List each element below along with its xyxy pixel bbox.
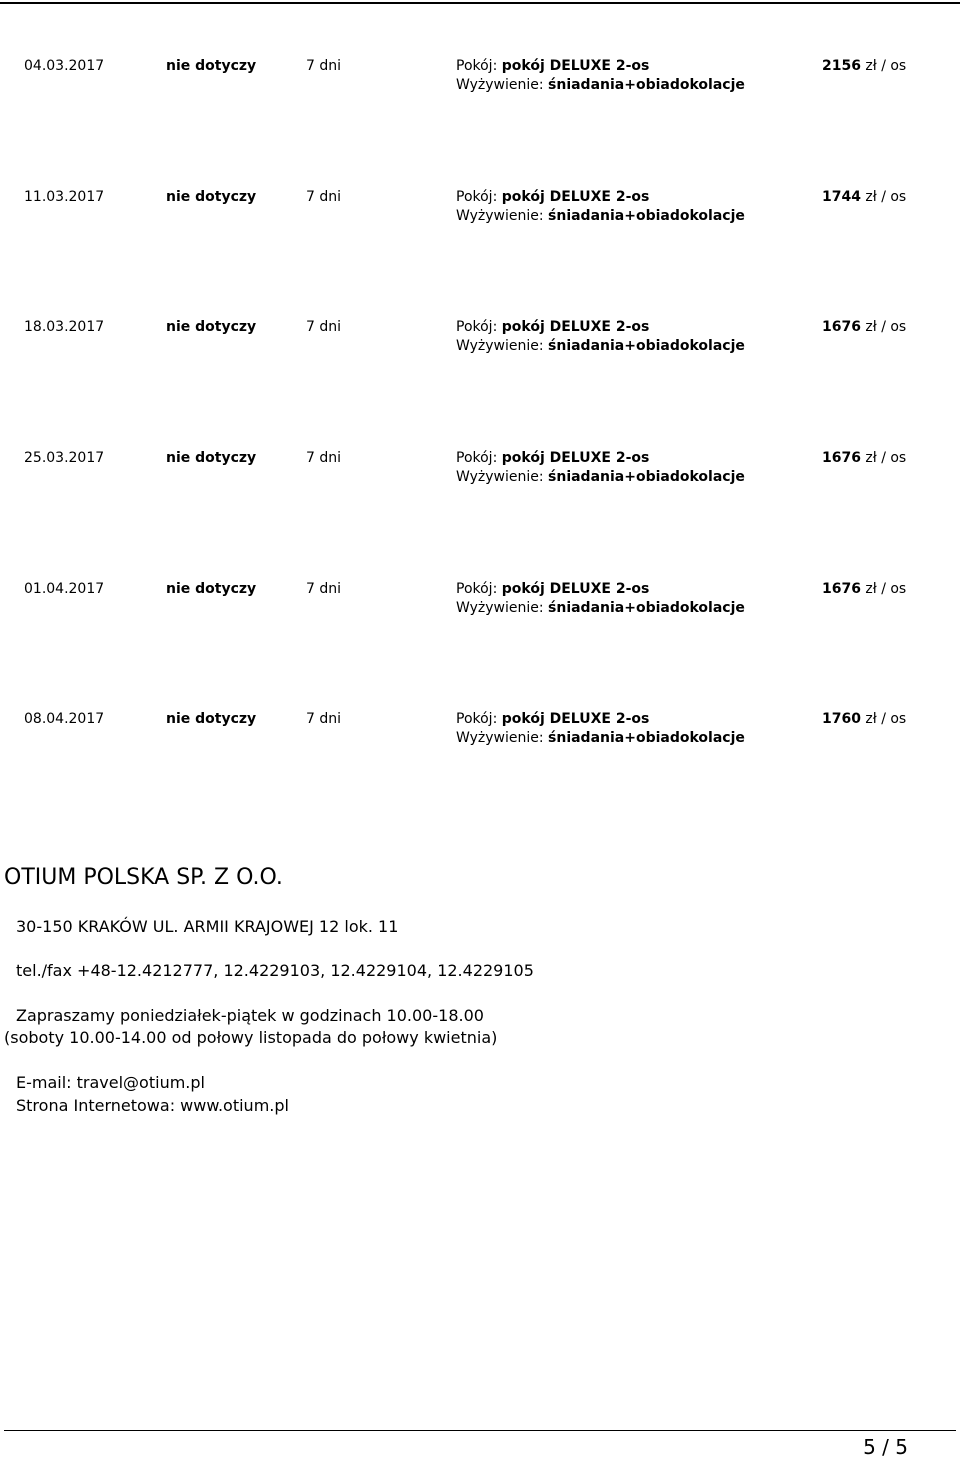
offer-details [456, 710, 745, 748]
board-type: śniadania+obiadokolacje [548, 208, 745, 224]
board-label: Wyżywienie: [456, 730, 544, 746]
price-value: 1676 [822, 581, 861, 597]
board-label: Wyżywienie: [456, 338, 544, 354]
offer-flight: nie dotyczy [166, 319, 257, 335]
offer-duration: 7 dni [306, 58, 342, 74]
board-label: Wyżywienie: [456, 600, 544, 616]
board-type: śniadania+obiadokolacje [548, 338, 745, 354]
room-label: Pokój: [456, 450, 498, 466]
offer-duration: 7 dni [306, 450, 342, 466]
board-type: śniadania+obiadokolacje [548, 77, 745, 93]
board-label: Wyżywienie: [456, 208, 544, 224]
offer-details [456, 580, 745, 618]
offer-row [0, 57, 960, 101]
price-unit: zł / os [865, 581, 907, 597]
offer-price [822, 318, 906, 337]
offer-date: 11.03.2017 [24, 189, 105, 205]
offer-details [456, 318, 745, 356]
company-name: OTIUM POLSKA SP. Z O.O. [4, 865, 283, 890]
room-type: pokój DELUXE 2-os [501, 189, 650, 205]
room-label: Pokój: [456, 711, 498, 727]
board-type: śniadania+obiadokolacje [548, 469, 745, 485]
price-value: 1760 [822, 711, 861, 727]
top-rule [0, 2, 960, 4]
price-unit: zł / os [865, 711, 907, 727]
room-label: Pokój: [456, 319, 498, 335]
offer-duration: 7 dni [306, 581, 342, 597]
price-value: 1676 [822, 319, 861, 335]
offer-row [0, 449, 960, 493]
opening-hours: Zapraszamy poniedziałek-piątek w godzinach 10.00-18.00 [16, 1006, 484, 1025]
offer-duration: 7 dni [306, 319, 342, 335]
offer-row [0, 580, 960, 624]
offer-row [0, 318, 960, 362]
offer-date: 25.03.2017 [24, 450, 105, 466]
footer-rule [4, 1430, 956, 1431]
offer-flight: nie dotyczy [166, 450, 257, 466]
room-type: pokój DELUXE 2-os [501, 711, 650, 727]
price-unit: zł / os [865, 58, 907, 74]
offer-details [456, 57, 745, 95]
offer-flight: nie dotyczy [166, 711, 257, 727]
offer-duration: 7 dni [306, 711, 342, 727]
price-unit: zł / os [865, 319, 907, 335]
offer-flight: nie dotyczy [166, 189, 257, 205]
price-unit: zł / os [865, 189, 907, 205]
price-unit: zł / os [865, 450, 907, 466]
price-value: 1676 [822, 450, 861, 466]
room-type: pokój DELUXE 2-os [501, 319, 650, 335]
board-type: śniadania+obiadokolacje [548, 730, 745, 746]
company-address: 30-150 KRAKÓW UL. ARMII KRAJOWEJ 12 lok. 11 [16, 917, 399, 936]
board-type: śniadania+obiadokolacje [548, 600, 745, 616]
offer-date: 01.04.2017 [24, 581, 105, 597]
offer-date: 08.04.2017 [24, 711, 105, 727]
company-phone: tel./fax +48-12.4212777, 12.4229103, 12.4229104, 12.4229105 [16, 961, 534, 980]
opening-hours-saturday: (soboty 10.00-14.00 od połowy listopada do połowy kwietnia) [4, 1028, 498, 1047]
room-type: pokój DELUXE 2-os [501, 450, 650, 466]
room-label: Pokój: [456, 58, 498, 74]
offer-flight: nie dotyczy [166, 581, 257, 597]
offer-price [822, 57, 906, 76]
offer-details [456, 449, 745, 487]
room-type: pokój DELUXE 2-os [501, 581, 650, 597]
offer-date: 04.03.2017 [24, 58, 105, 74]
offer-row [0, 188, 960, 232]
offer-price [822, 580, 906, 599]
offer-price [822, 188, 906, 207]
offer-details [456, 188, 745, 226]
price-value: 2156 [822, 58, 861, 74]
offer-flight: nie dotyczy [166, 58, 257, 74]
room-label: Pokój: [456, 581, 498, 597]
page-number: 5 / 5 [863, 1435, 908, 1459]
price-value: 1744 [822, 189, 861, 205]
offer-price [822, 710, 906, 729]
company-website[interactable]: Strona Internetowa: www.otium.pl [16, 1096, 289, 1115]
offer-price [822, 449, 906, 468]
offer-date: 18.03.2017 [24, 319, 105, 335]
room-type: pokój DELUXE 2-os [501, 58, 650, 74]
room-label: Pokój: [456, 189, 498, 205]
company-email[interactable]: E-mail: travel@otium.pl [16, 1073, 205, 1092]
board-label: Wyżywienie: [456, 469, 544, 485]
offer-duration: 7 dni [306, 189, 342, 205]
board-label: Wyżywienie: [456, 77, 544, 93]
offer-row [0, 710, 960, 754]
